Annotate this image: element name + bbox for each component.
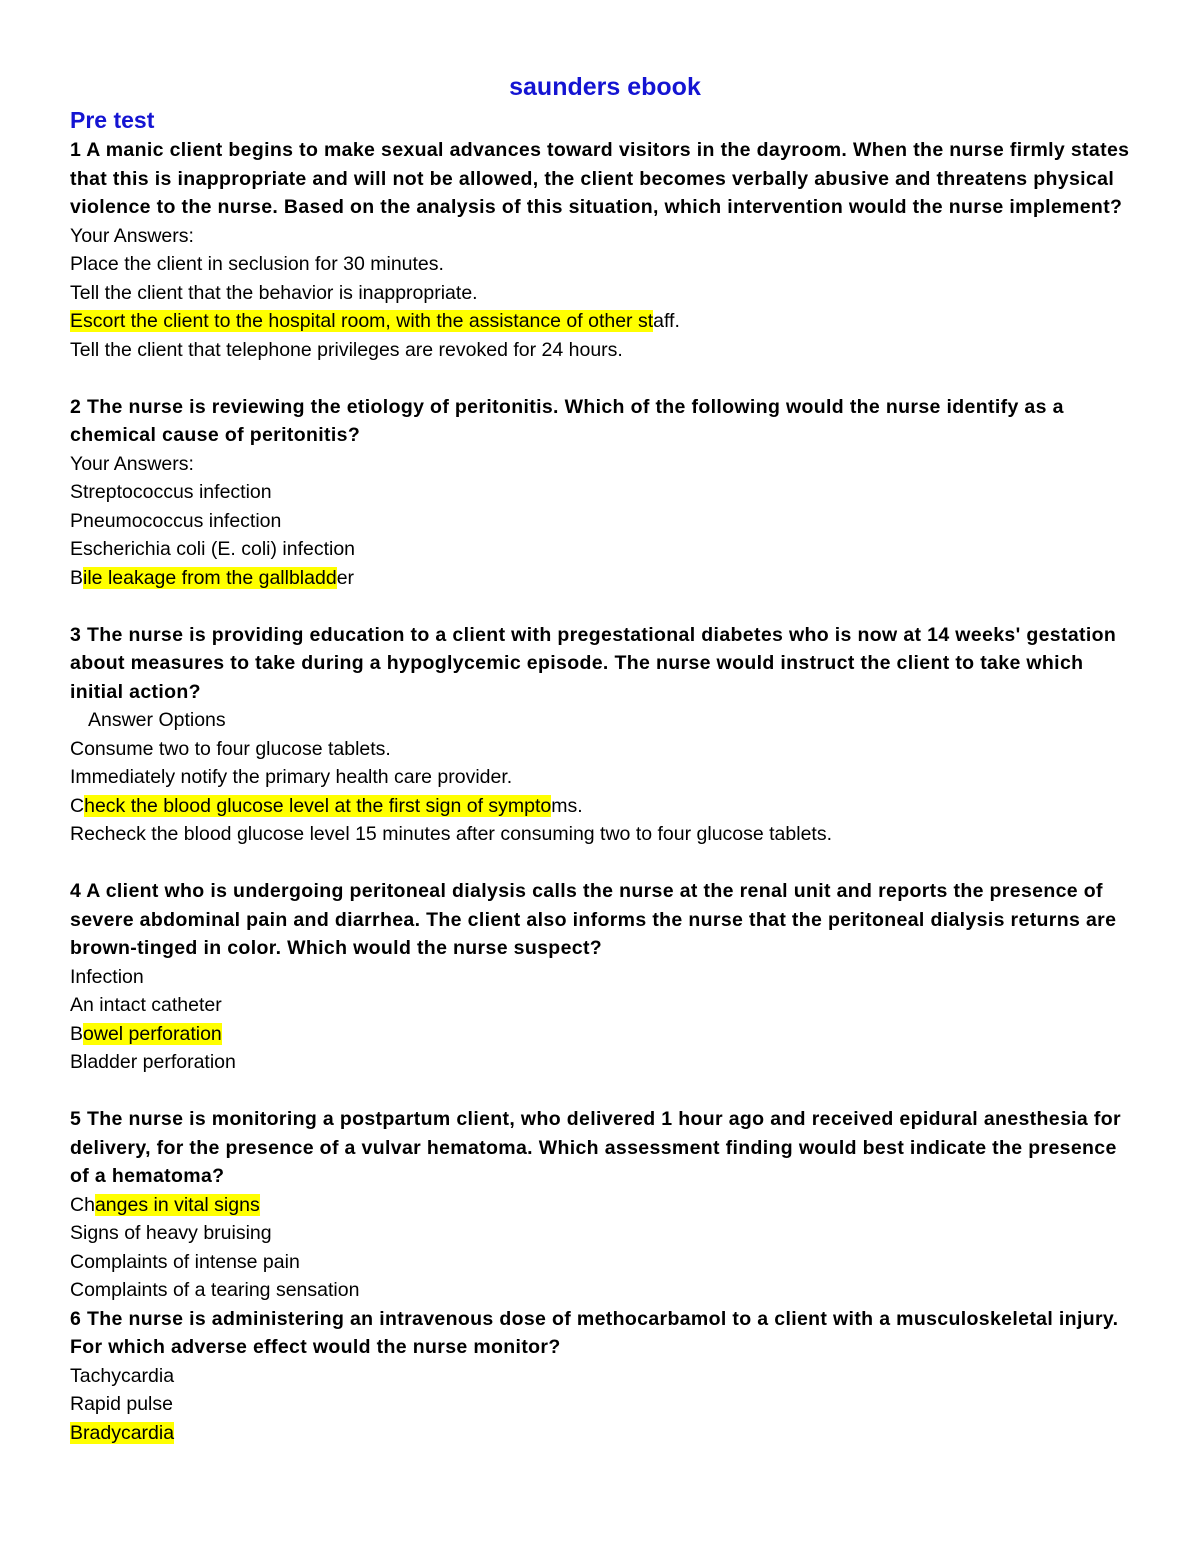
answer-option: Place the client in seclusion for 30 minutes. [70, 253, 444, 275]
question-1 [70, 136, 1140, 364]
answer-option-highlighted: Bowel perforation [70, 1022, 222, 1045]
paragraph-spacer [70, 1077, 1140, 1106]
document-content [70, 70, 1140, 1447]
answer-option: Escherichia coli (E. coli) infection [70, 538, 356, 560]
answer-option: Recheck the blood glucose level 15 minutes after consuming two to four glucose tablets. [70, 823, 833, 845]
answers-label: Your Answers: [70, 224, 194, 247]
answer-option: Streptococcus infection [70, 481, 272, 503]
paragraph-spacer [70, 592, 1140, 621]
paragraph-spacer [70, 849, 1140, 878]
answer-option-highlighted: Bile leakage from the gallbladder [70, 566, 355, 589]
answer-option: Complaints of intense pain [70, 1250, 300, 1273]
question-6 [70, 1305, 1140, 1448]
section-title: Pre test [70, 107, 155, 133]
answer-option: Bladder perforation [70, 1051, 236, 1073]
answer-option: Consume two to four glucose tablets. [70, 737, 391, 760]
question-text: 1 A manic client begins to make sexual advances toward visitors in the dayroom. When the nurse firmly states that this is inappropriate and will not be allowed, the client becomes verbally abusive and threatens physical violence to the nurse. Based on the analysis of this situation, which intervention would the nurse implement? [70, 139, 1130, 218]
answer-option-highlighted: Check the blood glucose level at the first sign of symptoms. [70, 794, 583, 817]
answer-option: Complaints of a tearing sensation [70, 1279, 360, 1301]
answer-option: An intact catheter [70, 994, 222, 1016]
paragraph-spacer [70, 364, 1140, 393]
question-text: 2 The nurse is reviewing the etiology of peritonitis. Which of the following would the nurse identify as a chemical cause of peritonitis? [70, 395, 1064, 446]
question-5 [70, 1105, 1140, 1305]
answers-label: Answer Options [88, 709, 226, 731]
question-text: 3 The nurse is providing education to a client with pregestational diabetes who is now at 14 weeks' gestation about measures to take during a hypoglycemic episode. The nurse would instruct the client to take which initial action? [70, 623, 1117, 703]
answers-label: Your Answers: [70, 452, 194, 475]
question-text: 6 The nurse is administering an intravenous dose of methocarbamol to a client with a musculoskeletal injury. For which adverse effect would the nurse monitor? [70, 1307, 1119, 1358]
answer-option: Signs of heavy bruising [70, 1222, 272, 1244]
document-title: saunders ebook [509, 73, 701, 101]
question-text: 4 A client who is undergoing peritoneal dialysis calls the nurse at the renal unit and reports the presence of severe abdominal pain and diarrhea. The client also informs the nurse that the peritoneal dialysis returns are brown-tinged in color. Which would the nurse suspect? [70, 880, 1117, 959]
answer-option: Tachycardia [70, 1364, 175, 1387]
answer-option-highlighted: Escort the client to the hospital room, with the assistance of other staff. [70, 310, 680, 332]
question-text: 5 The nurse is monitoring a postpartum client, who delivered 1 hour ago and received epidural anesthesia for delivery, for the presence of a vulvar hematoma. Which assessment finding would best indicate the presence of a hematoma? [70, 1108, 1121, 1187]
question-3 [70, 621, 1140, 849]
answer-option: Rapid pulse [70, 1393, 173, 1415]
answer-option-highlighted: Changes in vital signs [70, 1193, 260, 1216]
question-2 [70, 393, 1140, 593]
answer-option: Pneumococcus infection [70, 509, 282, 532]
answer-option: Tell the client that telephone privileges are revoked for 24 hours. [70, 338, 623, 361]
answer-option: Infection [70, 965, 144, 988]
answer-option-highlighted: Bradycardia [70, 1421, 175, 1444]
question-4 [70, 877, 1140, 1077]
answer-option: Immediately notify the primary health care provider. [70, 766, 513, 788]
answer-option: Tell the client that the behavior is inappropriate. [70, 281, 478, 304]
